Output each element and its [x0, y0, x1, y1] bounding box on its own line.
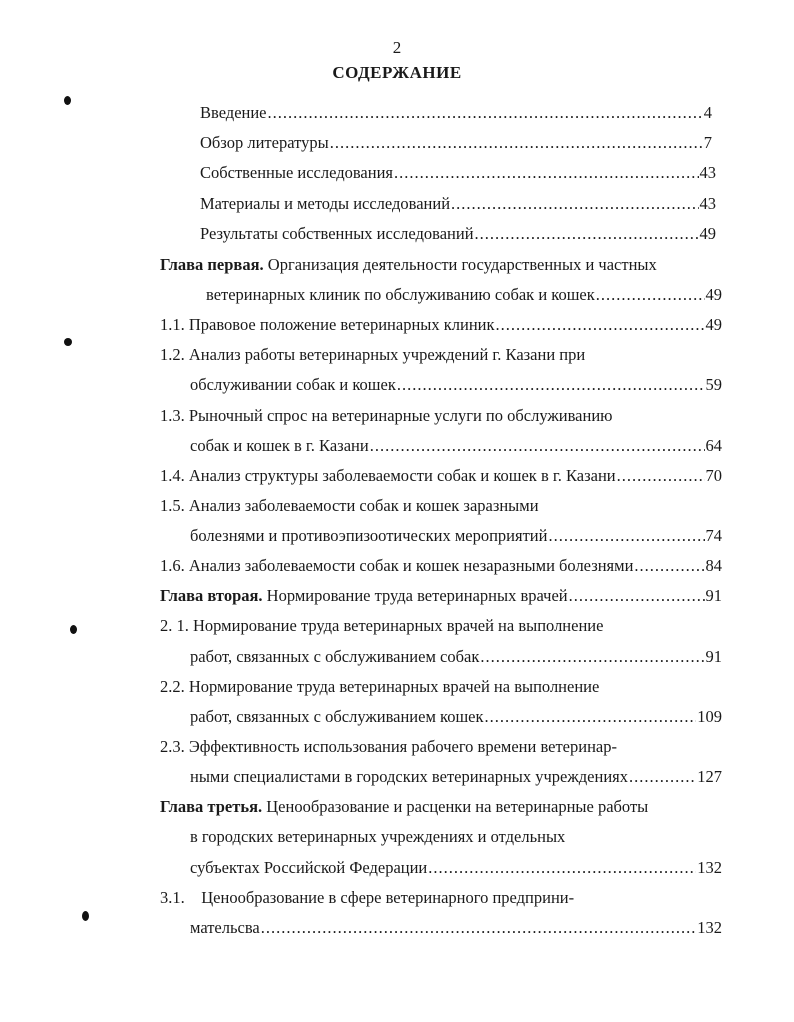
toc-section-1-3-line2 — [190, 435, 722, 457]
toc-entry-methods — [200, 193, 716, 215]
scan-speck — [64, 338, 72, 346]
toc-label: работ, связанных с обслуживанием кошек — [190, 707, 484, 726]
toc-chapter-1-line2 — [206, 284, 722, 306]
chapter-label: Глава первая. — [160, 255, 264, 274]
toc-page: 84 — [705, 556, 722, 575]
chapter-label: Глава третья. — [160, 797, 263, 816]
toc-label: 1.1. Правовое положение ветеринарных клиник — [160, 315, 495, 334]
scan-speck — [70, 625, 77, 634]
toc-label: Нормирование труда ветеринарных врачей — [266, 586, 568, 605]
toc-page: 91 — [705, 586, 722, 605]
page-title: СОДЕРЖАНИЕ — [332, 63, 462, 82]
toc-section-2-1-line1: 2. 1. Нормирование труда ветеринарных врачей на выполнение — [160, 616, 604, 635]
toc-label: мательсва — [190, 918, 260, 937]
toc-section-1-5-line1: 1.5. Анализ заболеваемости собак и кошек заразными — [160, 496, 539, 515]
toc-page: 49 — [705, 285, 722, 304]
toc-entry-literature — [200, 132, 712, 154]
toc-label: 1.6. Анализ заболеваемости собак и кошек незаразными болезнями — [160, 556, 634, 575]
toc-page: 49 — [705, 315, 722, 334]
toc-label: собак и кошек в г. Казани — [190, 436, 369, 455]
toc-section-2-1-line2 — [190, 646, 722, 668]
toc-label: Собственные исследования — [200, 163, 394, 182]
toc-label: Введение — [200, 103, 267, 122]
toc-section-1-4 — [160, 465, 722, 487]
toc-label: болезнями и противоэпизоотических мероприятий — [190, 526, 548, 545]
toc-section-1-2-line2 — [190, 374, 722, 396]
toc-page: 43 — [699, 194, 716, 213]
toc-entry-own-research — [200, 162, 716, 184]
toc-label: обслуживании собак и кошек — [190, 375, 396, 394]
page-number: 2 — [392, 38, 402, 57]
toc-page: 7 — [703, 133, 712, 152]
toc-chapter-3-line3 — [190, 857, 722, 879]
toc-page: 59 — [705, 375, 722, 394]
toc-section-3-1-line1: 3.1. Ценообразование в сфере ветеринарного предприни- — [160, 888, 575, 907]
toc-entry-results — [200, 223, 716, 245]
toc-section-1-2-line1: 1.2. Анализ работы ветеринарных учреждений г. Казани при — [160, 345, 586, 364]
toc-page: 127 — [697, 767, 722, 786]
toc-chapter-3-line2: в городских ветеринарных учреждениях и отдельных — [190, 827, 566, 846]
toc-label: Обзор литературы — [200, 133, 329, 152]
toc-page: 43 — [699, 163, 716, 182]
chapter-title: Организация деятельности государственных и частных — [267, 255, 657, 274]
toc-label: Материалы и методы исследований — [200, 194, 451, 213]
toc-entry-intro — [200, 102, 712, 124]
toc-chapter-3-heading — [160, 796, 648, 818]
chapter-label: Глава вторая. — [160, 586, 263, 605]
toc-label: ными специалистами в городских ветеринарных учреждениях — [190, 767, 628, 786]
toc-section-2-2-line2 — [190, 706, 722, 728]
toc-label: ветеринарных клиник по обслуживанию собак и кошек — [206, 285, 595, 304]
toc-label: 1.4. Анализ структуры заболеваемости собак и кошек в г. Казани — [160, 466, 616, 485]
toc-section-2-2-line1: 2.2. Нормирование труда ветеринарных врачей на выполнение — [160, 677, 600, 696]
toc-page: 64 — [705, 436, 722, 455]
toc-page: 132 — [697, 918, 722, 937]
toc-page: 91 — [705, 647, 722, 666]
toc-section-1-3-line1: 1.3. Рыночный спрос на ветеринарные услуги по обслуживанию — [160, 406, 613, 425]
toc-section-3-1-line2 — [190, 917, 722, 939]
toc-page: 132 — [697, 858, 722, 877]
toc-page: 74 — [705, 526, 722, 545]
toc-page: 49 — [699, 224, 716, 243]
toc-page: 109 — [697, 707, 722, 726]
toc-section-2-3-line2 — [190, 766, 722, 788]
toc-page: 70 — [705, 466, 722, 485]
toc-section-1-1 — [160, 314, 722, 336]
toc-chapter-1-heading — [160, 254, 657, 276]
toc-chapter-2 — [160, 585, 722, 607]
chapter-title: Ценообразование и расценки на ветеринарные работы — [266, 797, 649, 816]
toc-label: Результаты собственных исследований — [200, 224, 474, 243]
toc-section-1-5-line2 — [190, 525, 722, 547]
toc-section-2-3-line1: 2.3. Эффективность использования рабочего времени ветеринар- — [160, 737, 617, 756]
toc-label: субъектах Российской Федерации — [190, 858, 428, 877]
scan-speck — [64, 96, 71, 105]
toc-label: работ, связанных с обслуживанием собак — [190, 647, 480, 666]
scan-speck — [82, 911, 89, 921]
toc-page: 4 — [703, 103, 712, 122]
toc-section-1-6 — [160, 555, 722, 577]
